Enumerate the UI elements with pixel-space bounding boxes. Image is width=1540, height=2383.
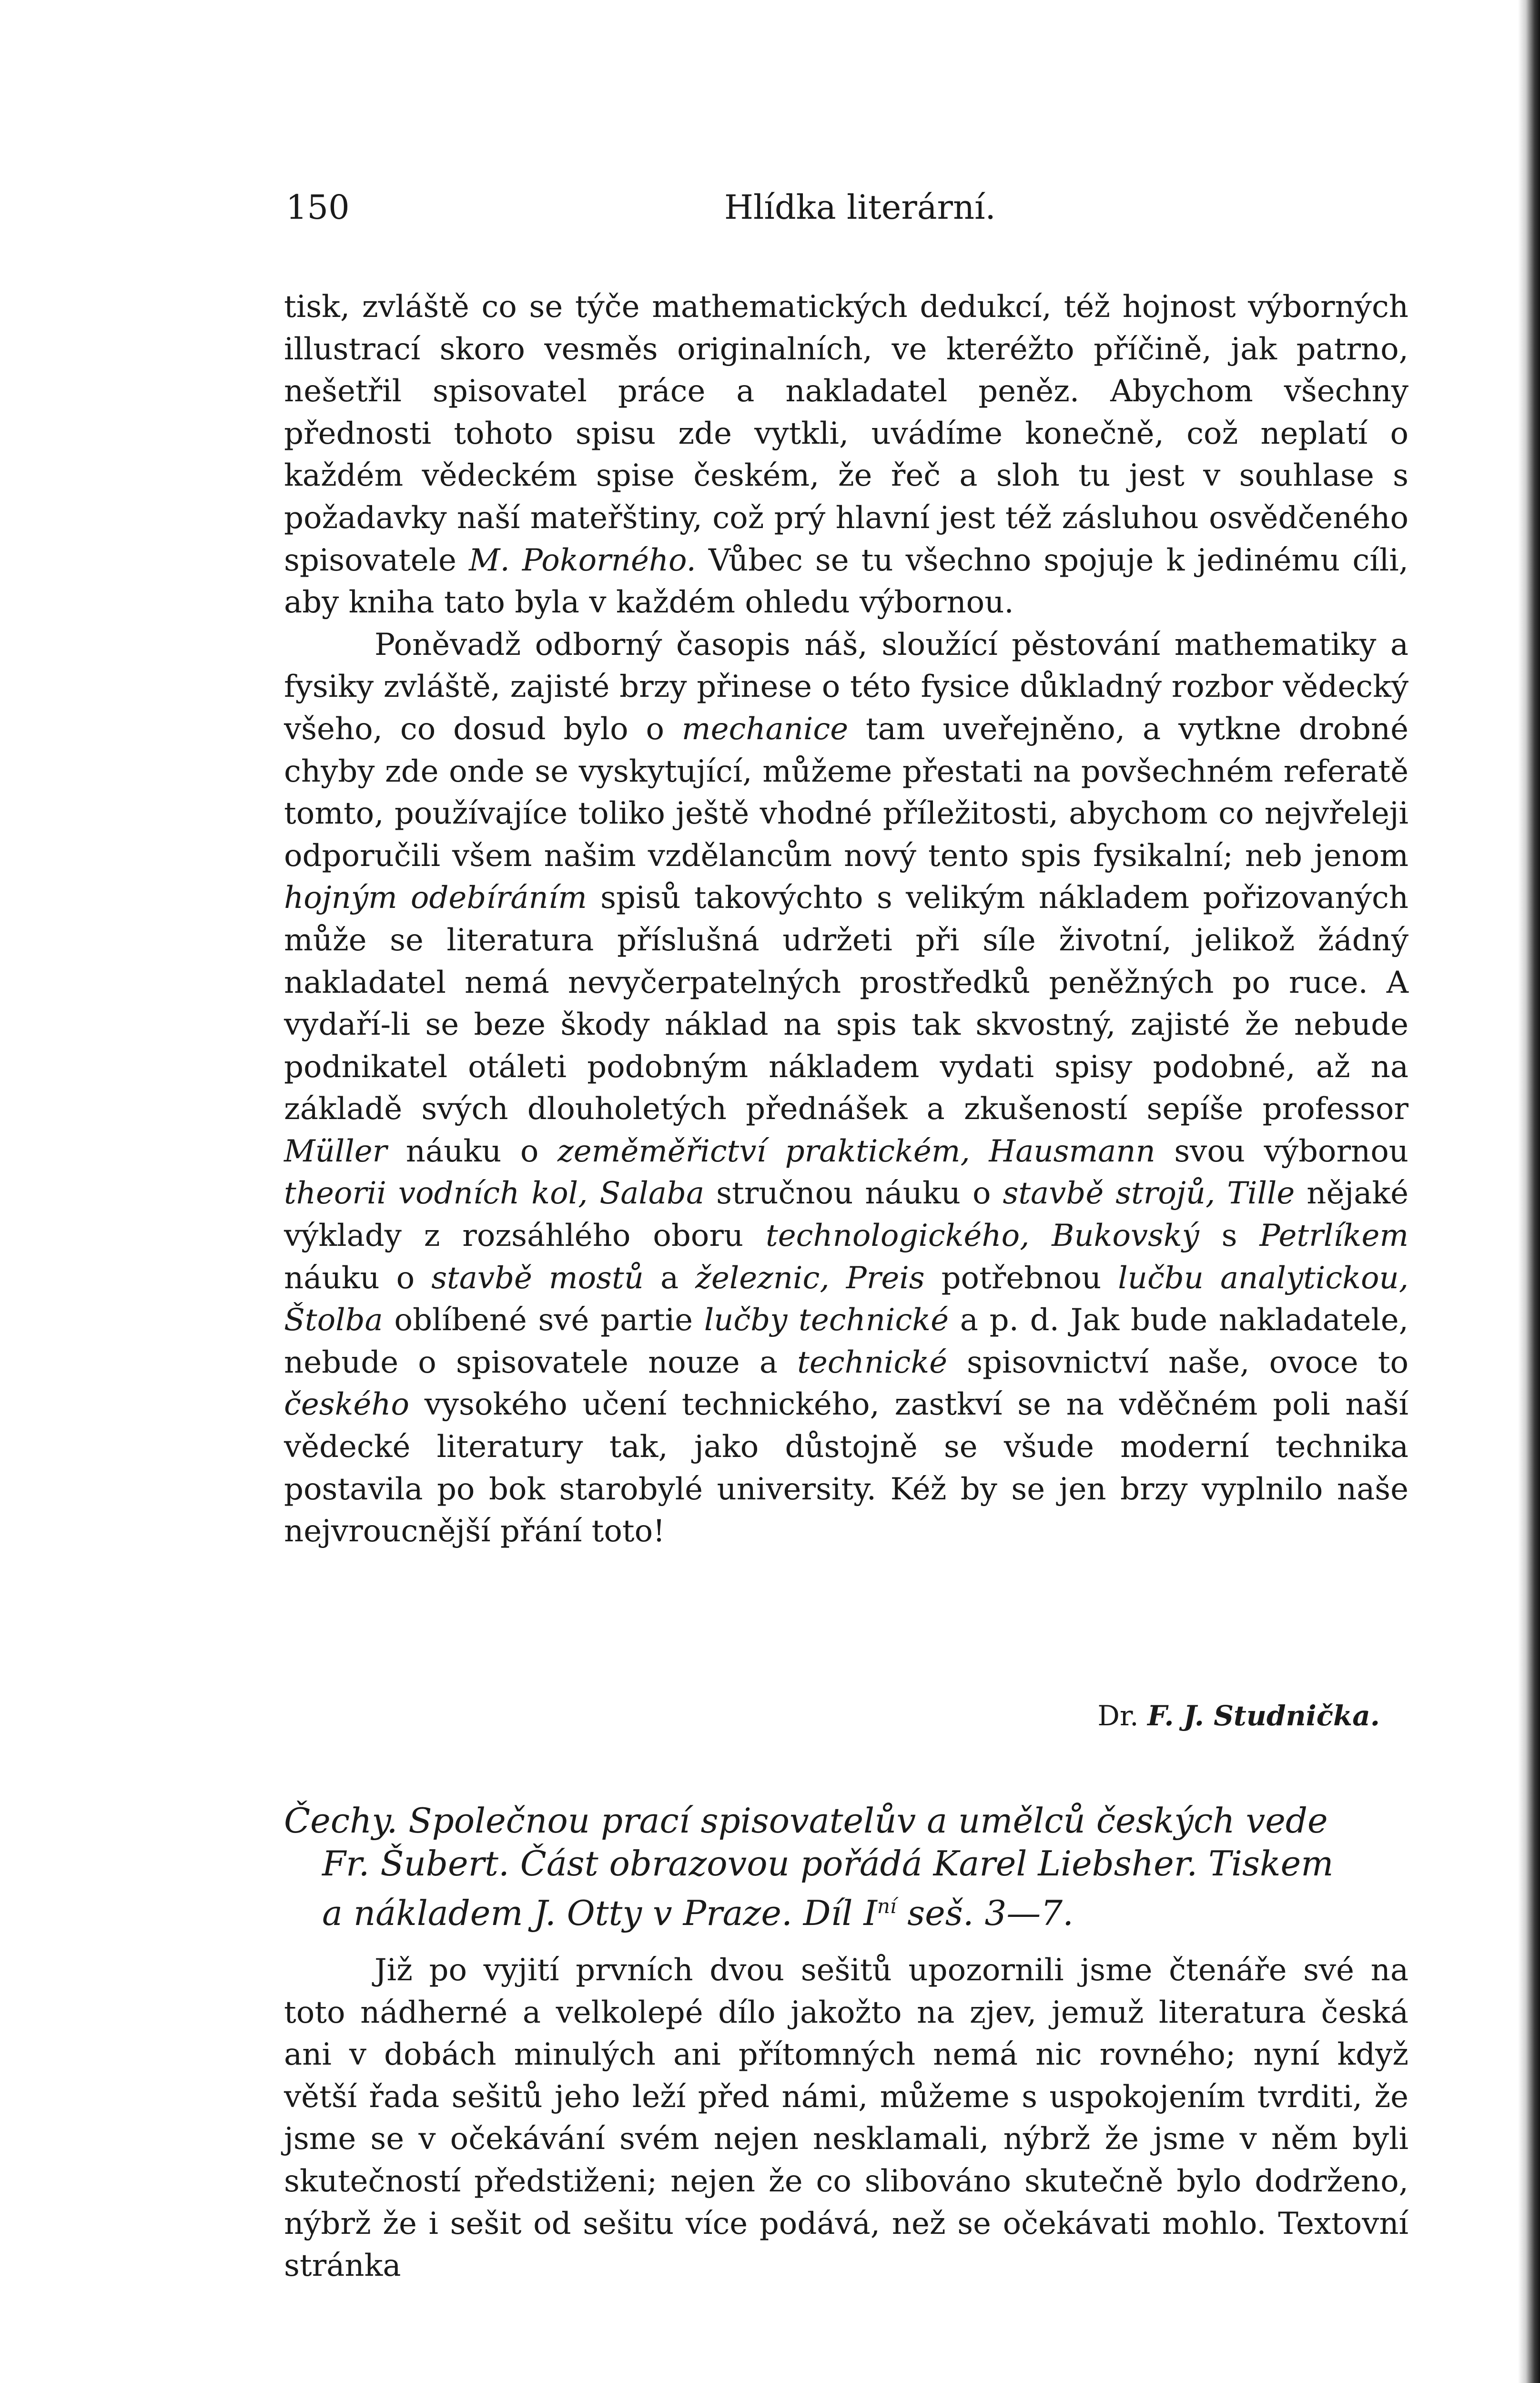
italic-term: Preis — [846, 1260, 925, 1296]
paragraph-2-text: a p. d. Jak bude nakladatele, nebude o spisovatele nouze a — [284, 1303, 1409, 1380]
heading-line-3-text: a nákladem J. Otty v Praze. Díl I — [322, 1893, 877, 1933]
italic-term: Müller — [284, 1133, 387, 1169]
paragraph-2-text: potřebnou — [924, 1260, 1118, 1296]
italic-term: theorii vodních kol, — [284, 1176, 588, 1212]
paragraph-2-text — [970, 1134, 989, 1169]
heading-line-3-end: seš. 3—7. — [896, 1893, 1074, 1933]
review-continuation — [284, 286, 1408, 1553]
italic-term: Hausmann — [989, 1133, 1155, 1169]
review-signature — [284, 1697, 1380, 1735]
italic-term: Salaba — [599, 1176, 705, 1212]
italic-term: stavbě mostů — [431, 1260, 644, 1296]
paragraph-2-text: náuku o — [284, 1260, 432, 1296]
page-number: 150 — [286, 188, 350, 227]
paragraph-2-text: spisů takovýchto s velikým nákladem pořizovaných může se literatura příslušná udržeti při síle životní, jelikož žádný nakladatel nemá nevyčerpatelných prostředků peněžných po ruce. A vydaří-li se beze škody náklad na spis tak skvostný, zajisté že nebude podnikatel otáleti podobným nákladem vydati spisy podobné, až na základě svých dlouholetých přednášek a zkušeností sepíše professor — [284, 880, 1409, 1127]
review-2-paragraph: Již po vyjití prvních dvou sešitů upozornili jsme čtenáře své na toto nádherné a velkolepé dílo jakožto na zjev, jemuž literatura česká ani v dobách minulých ani přítomných nemá nic rovného; nyní když větší řada sešitů jeho leží před námi, můžeme s uspokojením tvrditi, že jsme se v očekávání svém nejen nesklamali, nýbrž že jsme v něm byli skutečností předstiženi; nejen že co slibováno skutečně bylo dodrženo, nýbrž že i sešit od sešitu více podává, než se očekávati mohlo. Textovní stránka — [284, 1953, 1408, 2284]
italic-term: zeměměřictví praktickém, — [557, 1133, 970, 1169]
italic-term: lučby technické — [704, 1303, 949, 1338]
paragraph-2-text — [1215, 1176, 1227, 1211]
paragraph-2-text: s — [1199, 1218, 1260, 1254]
italic-term: lučbu analytickou, — [1118, 1260, 1409, 1296]
book-entry-heading — [284, 1799, 1408, 1935]
page-edge-shadow — [1518, 0, 1540, 2383]
paragraph-2-text: spisovnictví naše, ovoce to — [947, 1344, 1409, 1380]
signature-prefix: Dr. — [1097, 1700, 1139, 1732]
paragraph-2-text — [830, 1261, 846, 1296]
paragraph-1 — [284, 286, 1408, 624]
signature-name: F. J. Studnička. — [1147, 1700, 1380, 1732]
italic-term: Tille — [1227, 1176, 1295, 1212]
italic-term: stavbě strojů, — [1003, 1176, 1216, 1212]
paragraph-2-text: Poněvadž odborný časopis náš, sloužící pěstování mathematiky a fysiky zvláště, zajisté brzy přinese o této fysice důkladný rozbor vědecký všeho, co dosud bylo o — [284, 627, 1408, 747]
heading-line-3 — [284, 1885, 1408, 1935]
review-2-body — [284, 1949, 1408, 2287]
paragraph-2 — [284, 624, 1408, 1553]
italic-term: Petrlíkem — [1259, 1218, 1409, 1254]
paragraph-2-text: náuku o — [387, 1133, 558, 1169]
italic-term: českého — [284, 1387, 409, 1423]
heading-line-2: Fr. Šubert. Část obrazovou pořádá Karel Liebsher. Tiskem — [322, 1843, 1334, 1884]
running-title: Hlídka literární. — [724, 188, 996, 227]
paragraph-2-text: oblíbené své partie — [383, 1303, 704, 1338]
paragraph-2-text: stručnou náuku o — [704, 1176, 1003, 1212]
paragraph-1-end: Vůbec se tu všechno spojuje k jedinému cíli, aby kniha tato byla v každém ohledu výbornou. — [284, 542, 1409, 621]
heading-superscript: ní — [877, 1894, 897, 1918]
italic-term: Bukovský — [1052, 1218, 1199, 1254]
page-header — [286, 186, 1410, 229]
paragraph-2-text: nějaké výklady z rozsáhlého oboru — [284, 1176, 1408, 1254]
paragraph-2-text: tam uveřejněno, a vytkne drobné chyby zde onde se vyskytující, můžeme přestati na povšechném referatě tomto, používajíce toliko ještě vhodné příležitosti, abychom co nejvřeleji odporučili všem našim vzdělancům nový tento spis fysikalní; neb jenom — [284, 711, 1408, 874]
paragraph-2-text: a — [643, 1260, 696, 1296]
italic-term: Štolba — [284, 1303, 383, 1338]
paragraph-2-text — [588, 1176, 599, 1211]
paragraph-2-text — [1029, 1218, 1052, 1253]
italic-term: mechanice — [681, 711, 849, 747]
italic-term: technologického, — [766, 1218, 1030, 1254]
paragraph-1-text: tisk, zvláště co se týče mathematických dedukcí, též hojnost výborných illustrací skoro vesměs originalních, ve kteréžto příčině, jak patrno, nešetřil spisovatel práce a nakladatel peněz. Abychom všechny přednosti tohoto spisu zde vytkli, uvádíme konečně, což neplatí o každém vědeckém spise českém, že řeč a sloh tu jest v souhlase s požadavky naší mateřštiny, což prý hlavní jest též zásluhou osvědčeného spisovatele — [284, 289, 1408, 578]
italic-term: hojným odebíráním — [284, 880, 587, 916]
paragraph-2-text: svou výbornou — [1155, 1133, 1409, 1169]
italic-term: technické — [797, 1344, 947, 1380]
italic-term: železnic, — [695, 1260, 830, 1296]
paragraph-2-text: vysokého učení technického, zastkví se na vděčném poli naší vědecké literatury tak, jako důstojně se všude moderní technika postavila po bok starobylé university. Kéž by se jen brzy vyplnilo naše nejvroucnější přání toto! — [284, 1387, 1408, 1549]
author-name: M. Pokorného. — [468, 542, 696, 578]
heading-line-1: Čechy. Společnou prací spisovatelův a umělců českých vede — [284, 1801, 1328, 1841]
